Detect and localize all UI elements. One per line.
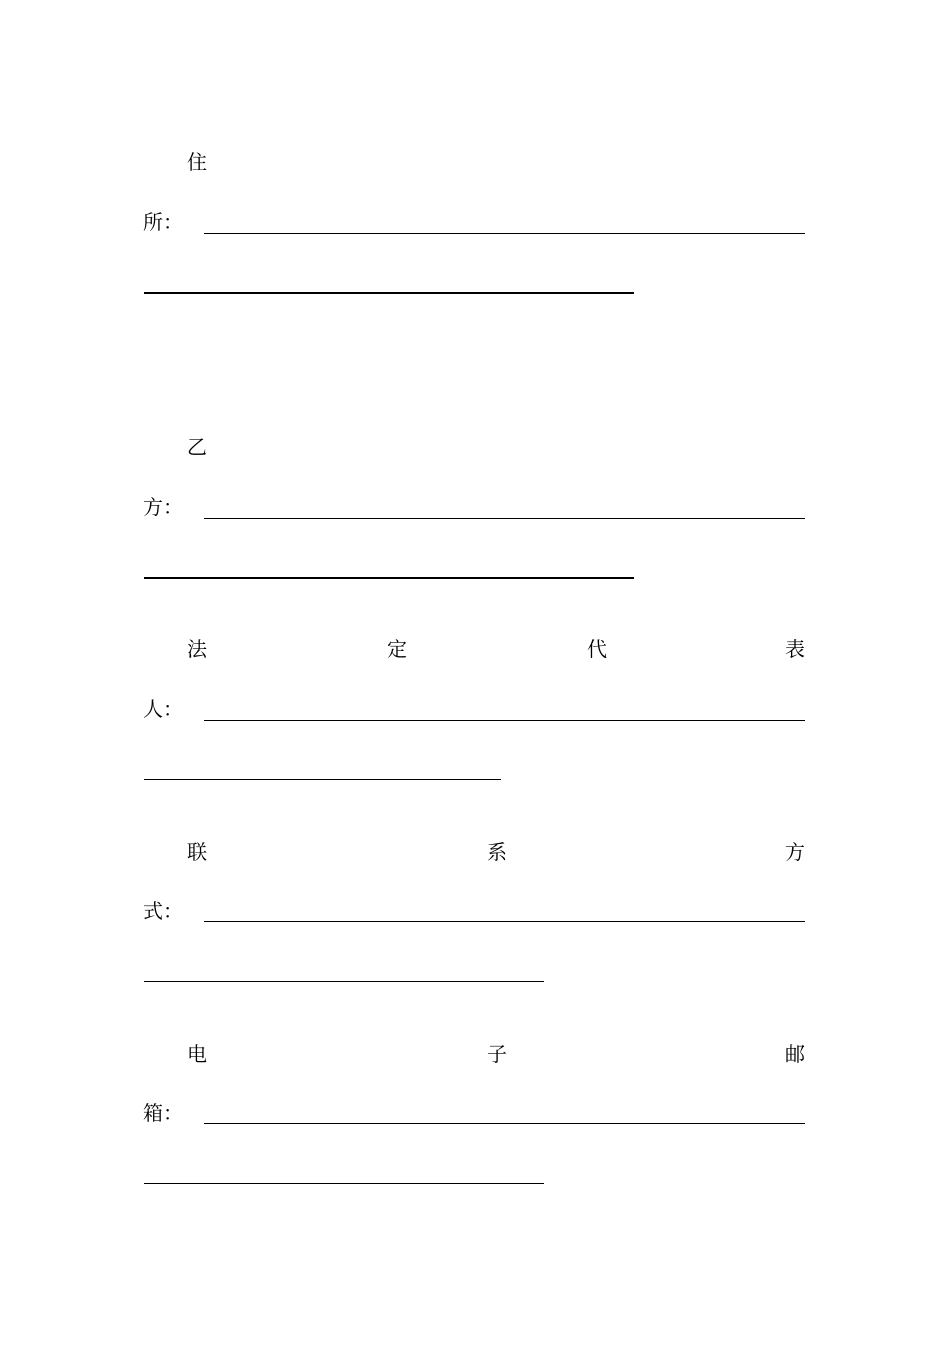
contact-label-tail: 式： xyxy=(143,899,183,923)
legal-rep-label-char-2: 定 xyxy=(387,637,407,661)
contact-blank-line-2[interactable] xyxy=(144,981,544,982)
legal-rep-label-char-4: 表 xyxy=(785,637,805,661)
email-blank-line-2[interactable] xyxy=(144,1183,544,1184)
party-b-blank-line-1[interactable] xyxy=(204,518,805,519)
legal-rep-label-char-1: 法 xyxy=(187,637,207,661)
email-blank-line-1[interactable] xyxy=(204,1123,805,1124)
legal-rep-label-tail: 人： xyxy=(143,697,183,721)
email-label-char-2: 子 xyxy=(487,1042,507,1066)
party-b-label-tail: 方： xyxy=(143,495,183,519)
party-b-label-char-1: 乙 xyxy=(187,435,207,459)
email-label-tail: 箱： xyxy=(143,1101,183,1125)
address-blank-line-1[interactable] xyxy=(204,233,805,234)
legal-rep-blank-line-1[interactable] xyxy=(204,720,805,721)
email-label-char-3: 邮 xyxy=(785,1042,805,1066)
address-label-char-1: 住 xyxy=(187,150,207,174)
address-blank-line-2[interactable] xyxy=(144,292,634,294)
legal-rep-blank-line-2[interactable] xyxy=(144,779,501,780)
contact-label-char-2: 系 xyxy=(487,840,507,864)
email-label-char-1: 电 xyxy=(187,1042,207,1066)
contact-label-char-3: 方 xyxy=(785,840,805,864)
legal-rep-label-char-3: 代 xyxy=(587,637,607,661)
contact-label-char-1: 联 xyxy=(187,840,207,864)
address-label-tail: 所： xyxy=(143,210,183,234)
contact-blank-line-1[interactable] xyxy=(204,921,805,922)
party-b-blank-line-2[interactable] xyxy=(144,577,634,579)
